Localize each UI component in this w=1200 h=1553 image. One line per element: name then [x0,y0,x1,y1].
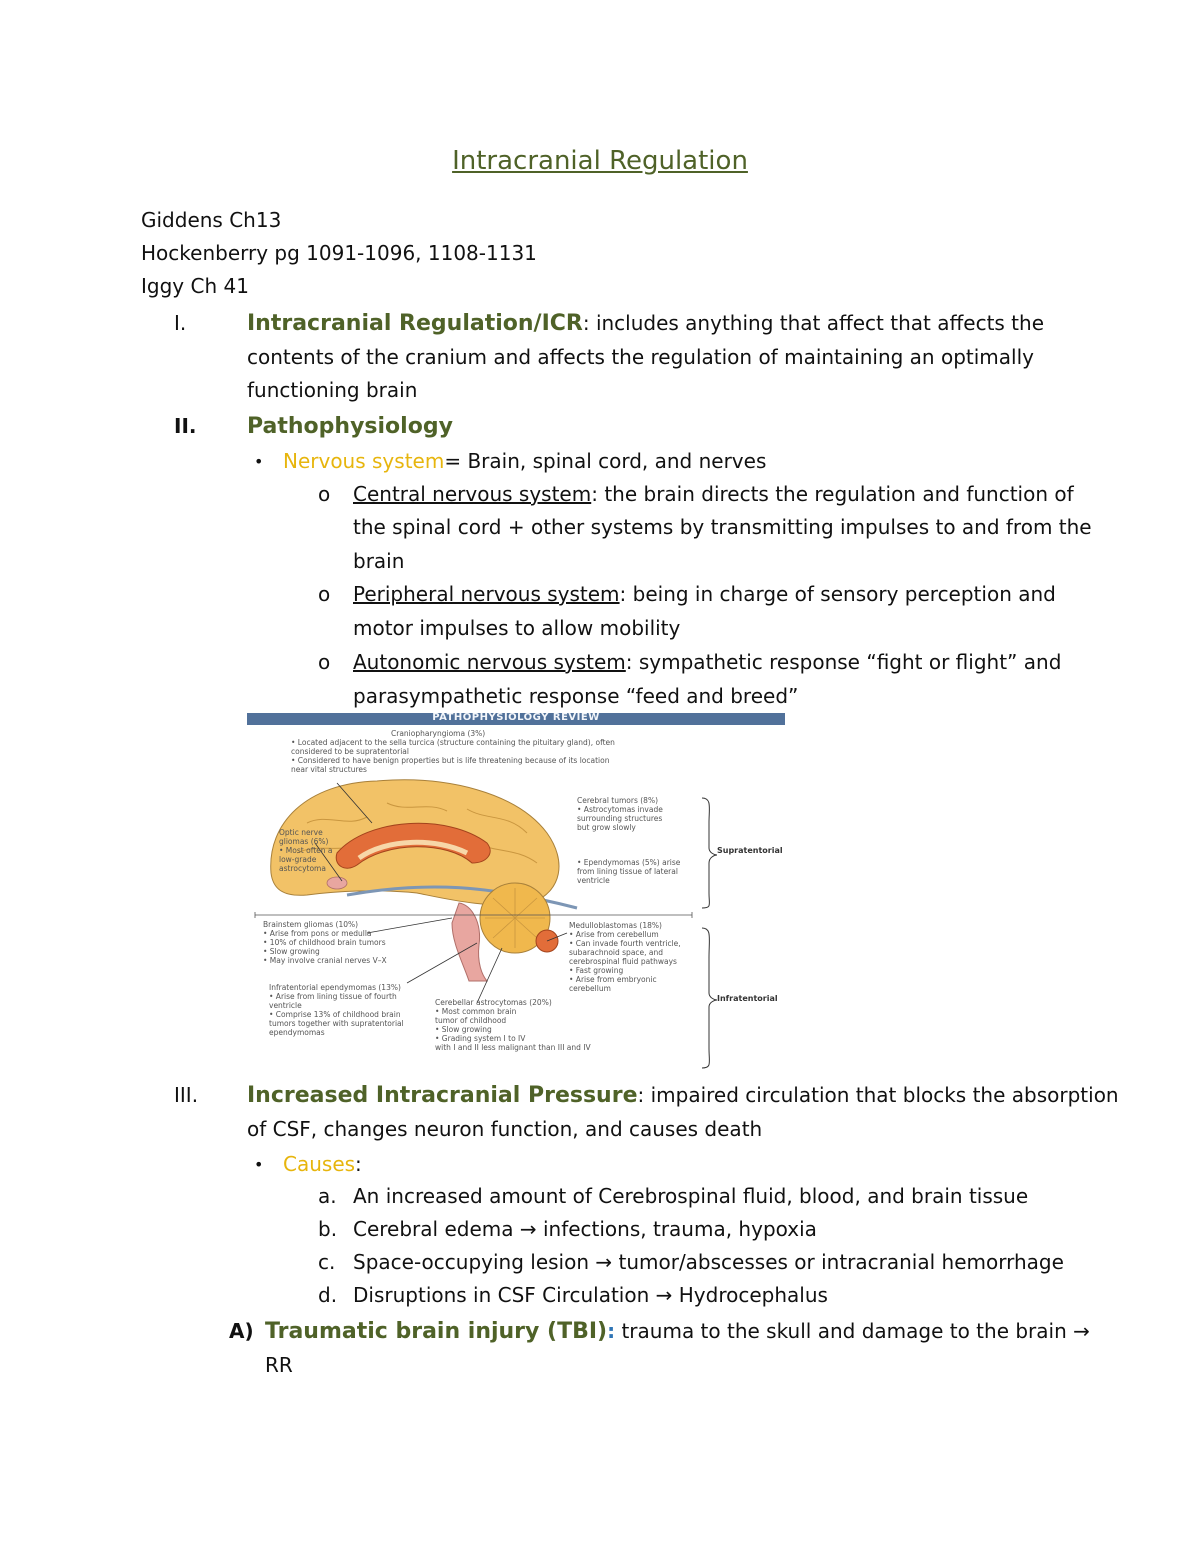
section-a-marker: A) [229,1319,254,1343]
section-1-line-2: contents of the cranium and affects the regulation of maintaining an optimally [247,345,1034,369]
reference-hockenberry: Hockenberry pg 1091-1096, 1108-1131 [141,241,537,265]
section-a-line-2: RR [265,1353,293,1377]
bullet-marker: • [254,452,264,471]
section-3-line-2: of CSF, changes neuron function, and causes death [247,1117,763,1141]
document-title: Intracranial Regulation [452,146,748,176]
cause-b-marker: b. [318,1217,338,1241]
brainstem-gliomas-label: Brainstem gliomas (10%) • Arise from pons or medulla • 10% of childhood brain tumors • Slow growing • May involve cranial nerves V–X [263,920,387,965]
section-2-number: II. [174,414,197,438]
ans-line-2: parasympathetic response “feed and breed” [353,684,799,708]
sub-bullet-marker: o [318,482,331,506]
cns-line-3: brain [353,549,405,573]
section-3-number: III. [174,1083,199,1107]
ans-term: Autonomic nervous system [353,650,626,674]
ans-line-1 [353,646,1061,679]
causes-colon: : [355,1152,362,1176]
cerebral-tumors-label: Cerebral tumors (8%) • Astrocytomas invade surrounding structures but grow slowly [577,796,663,832]
pns-term: Peripheral nervous system [353,582,620,606]
cause-d-marker: d. [318,1283,338,1307]
pathophysiology-figure [247,713,785,1075]
section-3-line-1 [247,1079,1119,1112]
section-1-text: : includes anything that affect that affects the [582,311,1045,335]
cns-line-2: the spinal cord + other systems by transmitting impulses to and from the [353,515,1092,539]
reference-iggy: Iggy Ch 41 [141,274,249,298]
section-2-heading: Pathophysiology [247,414,453,439]
section-3-text: : impaired circulation that blocks the absorption [637,1083,1119,1107]
figure-header-label: PATHOPHYSIOLOGY REVIEW [432,712,600,723]
section-a-text: trauma to the skull and damage to the brain → [615,1319,1090,1343]
ans-text-1: : sympathetic response “fight or flight” and [625,650,1062,674]
section-a-line-1 [265,1315,1090,1348]
cns-term: Central nervous system [353,482,592,506]
nervous-system-term: Nervous system [283,449,445,473]
cause-a-marker: a. [318,1184,337,1208]
reference-giddens: Giddens Ch13 [141,208,282,232]
bullet-marker: • [254,1155,264,1174]
cause-a-text: An increased amount of Cerebrospinal fluid, blood, and brain tissue [353,1184,1029,1208]
nervous-system-text: = Brain, spinal cord, and nerves [444,449,767,473]
pns-text-1: : being in charge of sensory perception and [619,582,1056,606]
cerebellar-astrocytomas-label: Cerebellar astrocytomas (20%) • Most common brain tumor of childhood • Slow growing • Grading system I to IV with I and II less malignant than III and IV [435,998,591,1052]
infratentorial-label: Infratentorial [717,994,778,1003]
causes-line [283,1148,362,1181]
pns-line-1 [353,578,1056,611]
causes-term: Causes [283,1152,356,1176]
cns-line-1 [353,478,1074,511]
sub-bullet-marker: o [318,582,331,606]
section-1-number: I. [174,311,187,335]
section-3-heading: Increased Intracranial Pressure [247,1083,638,1108]
section-a-heading: Traumatic brain injury (TBI) [265,1319,608,1344]
ependymomas-label: • Ependymomas (5%) arise from lining tissue of lateral ventricle [577,858,681,885]
cause-c-text: Space-occupying lesion → tumor/abscesses or intracranial hemorrhage [353,1250,1064,1274]
craniopharyngioma-label: Craniopharyngioma (3%) • Located adjacent to the sella turcica (structure containing the pituitary gland), often considered to be supratentorial • Considered to have benign properties but is life threatening because of its location near vital structures [291,729,615,774]
section-a-colon: : [607,1319,616,1343]
section-1-line-1 [247,307,1044,340]
optic-gliomas-label: Optic nerve gliomas (6%) • Most often a low-grade astrocytoma [279,828,333,873]
supratentorial-label: Supratentorial [717,846,783,855]
medulloblastomas-label: Medulloblastomas (18%) • Arise from cerebellum • Can invade fourth ventricle, subarachnoid space, and cerebrospinal fluid pathways • Fast growing • Arise from embryonic cerebellum [569,921,681,993]
section-1-line-3: functioning brain [247,378,418,402]
cns-text-1: : the brain directs the regulation and function of [591,482,1074,506]
infratentorial-ependymomas-label: Infratentorial ependymomas (13%) • Arise from lining tissue of fourth ventricle • Comprise 13% of childhood brain tumors together with supratentorial ependymomas [269,983,404,1037]
pns-line-2: motor impulses to allow mobility [353,616,681,640]
section-1-heading: Intracranial Regulation/ICR [247,311,583,336]
cause-c-marker: c. [318,1250,336,1274]
nervous-system-line [283,445,766,478]
cause-d-text: Disruptions in CSF Circulation → Hydrocephalus [353,1283,828,1307]
sub-bullet-marker: o [318,650,331,674]
cause-b-text: Cerebral edema → infections, trauma, hypoxia [353,1217,817,1241]
